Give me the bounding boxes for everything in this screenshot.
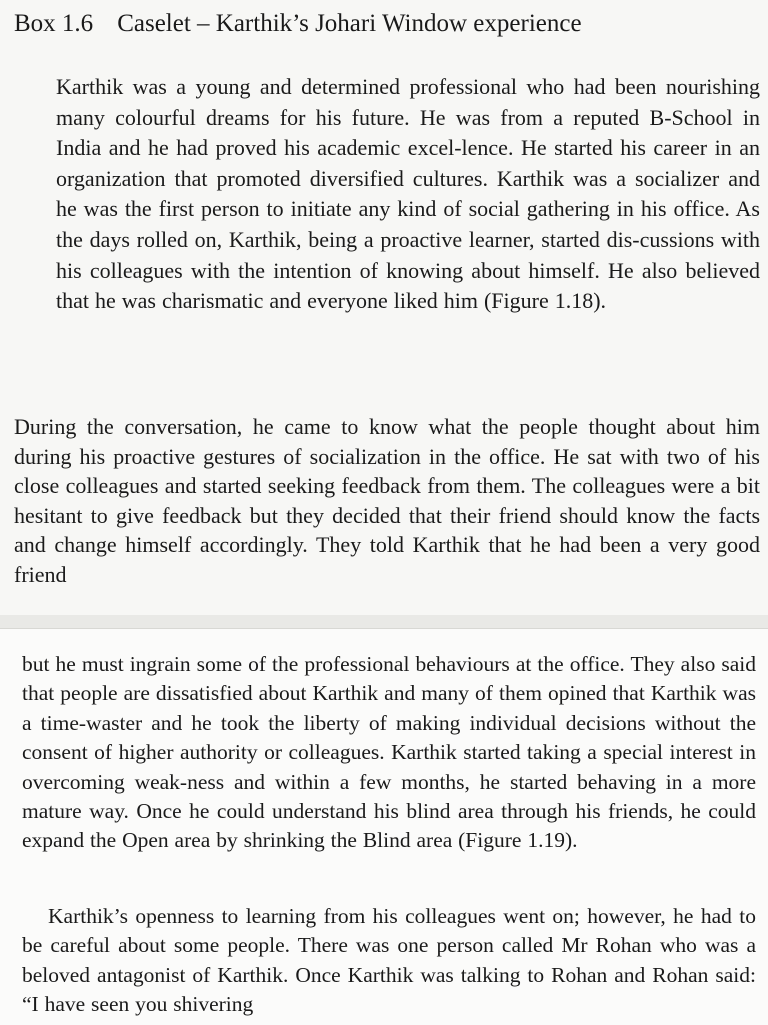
box-heading [14,8,754,40]
caselet-paragraph-3: but he must ingrain some of the professional behaviours at the office. They also said that people are dissatisfied about Karthik and many of them opined that Karthik was a time-waster and he took the liberty of making individual decisions without the consent of higher authority or colleagues. Karthik started taking a special interest in overcoming weak-ness and within a few months, he started behaving in a more mature way. Once he could understand his blind area through his friends, he could expand the Open area by shrinking the Blind area (Figure 1.19). [22,652,756,853]
caselet-paragraph-2: During the conversation, he came to know what the people thought about him during his proactive gestures of socialization in the office. He sat with two of his close colleagues and started seeking feedback from them. The colleagues were a bit hesitant to give feedback but they decided that their friend should know the facts and change himself accordingly. They told Karthik that he had been a very good friend [14,414,760,587]
box-title: Caselet – Karthik’s Johari Window experience [117,10,582,37]
caselet-paragraph-4: Karthik’s openness to learning from his colleagues went on; however, he had to be careful about some people. There was one person called Mr Rohan who was a beloved antagonist of Karthik. Once Karthik was talking to Rohan and Rohan said: “I have seen you shivering [22,904,756,1017]
page-gap [0,615,768,628]
caselet-paragraph-1: Karthik was a young and determined professional who had been nourishing many colourful dreams for his future. He was from a reputed B-School in India and he had proved his academic excel-lence. He started his career in an organization that promoted diversified cultures. Karthik was a socializer and he was the first person to initiate any kind of social gathering in his office. As the days rolled on, Karthik, being a proactive learner, started dis-cussions with his colleagues with the intention of knowing about himself. He also believed that he was charismatic and everyone liked him (Figure 1.18). [56,74,760,314]
box-label: Box 1.6 [14,10,94,37]
